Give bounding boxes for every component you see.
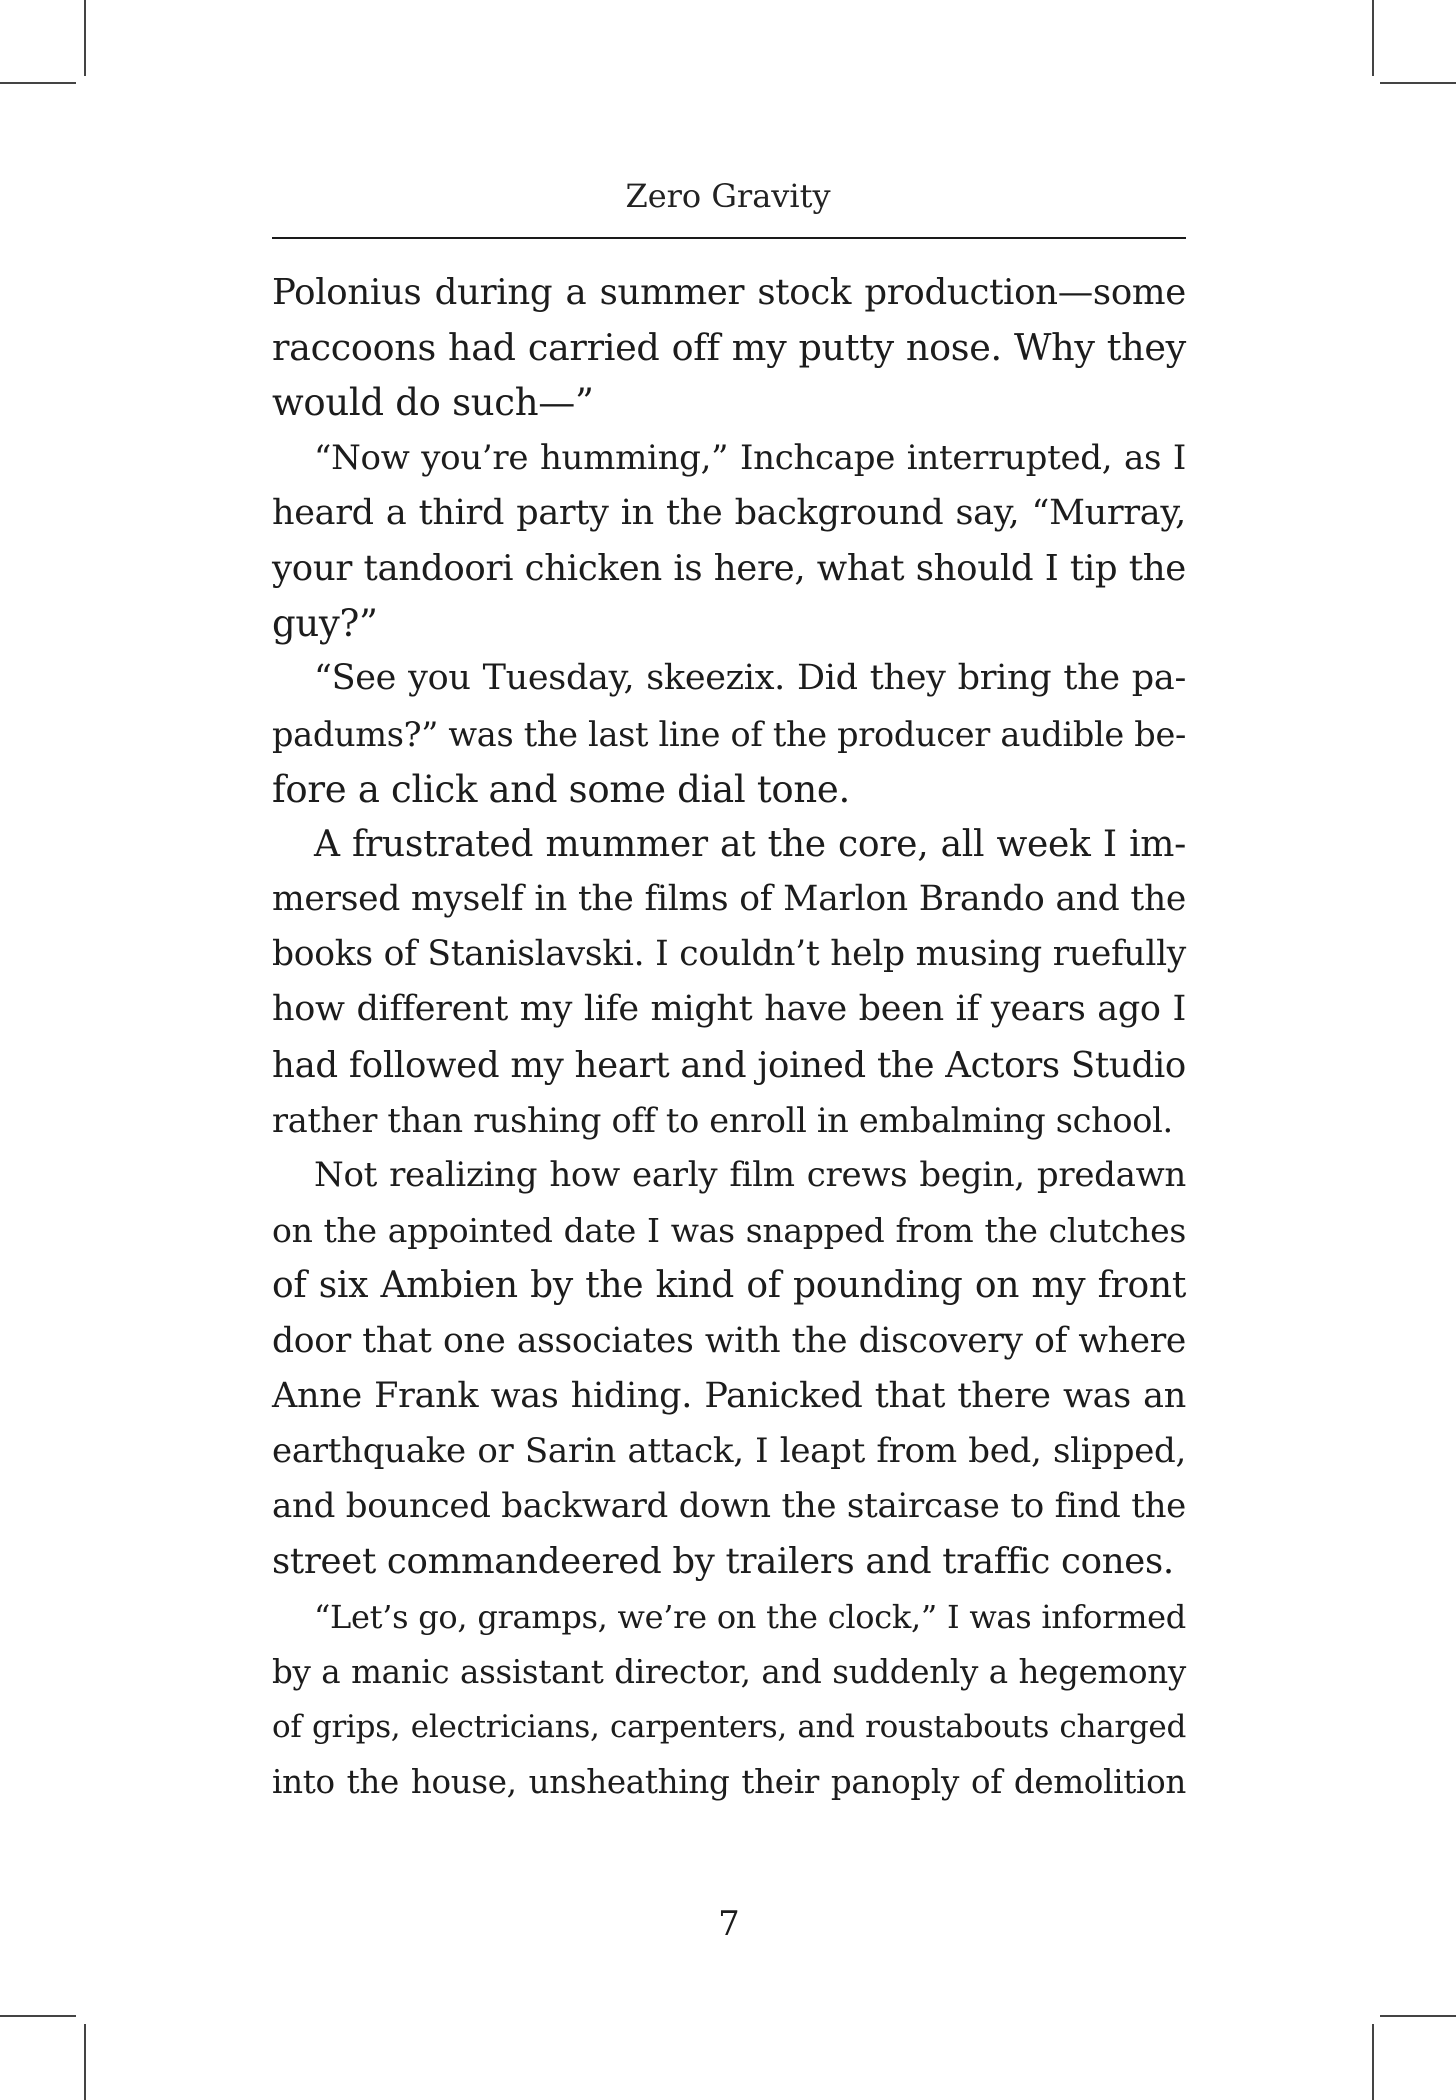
paragraph (272, 1590, 1186, 1811)
text-line: would do such—” (272, 381, 594, 425)
running-head: Zero Gravity (625, 177, 831, 215)
header-rule (272, 237, 1186, 239)
crop-mark-bottom-left-vertical (84, 2024, 86, 2100)
text-line: had followed my heart and joined the Actors Studio (272, 1044, 1186, 1086)
text-line: heard a third party in the background say, “Murray, (272, 492, 1186, 533)
body-text (272, 265, 1186, 1810)
text-line: door that one associates with the discovery of where (272, 1320, 1186, 1361)
crop-mark-top-left-horizontal (0, 82, 76, 84)
text-line: Not realizing how early film crews begin, predawn (314, 1155, 1186, 1195)
paragraph (272, 651, 1186, 817)
text-line: into the house, unsheathing their panoply of demolition (272, 1763, 1186, 1802)
text-line: rather than rushing off to enroll in embalming school. (272, 1100, 1173, 1140)
text-line: “See you Tuesday, skeezix. Did they bring the pa- (314, 658, 1186, 699)
text-line: and bounced backward down the staircase to find the (272, 1486, 1186, 1527)
text-line: how different my life might have been if years ago I (272, 989, 1186, 1030)
text-line: A frustrated mummer at the core, all week I im- (314, 823, 1186, 865)
text-line: raccoons had carried off my putty nose. Why they (272, 326, 1186, 370)
text-line: Anne Frank was hiding. Panicked that there was an (272, 1375, 1186, 1416)
paragraph (272, 431, 1186, 652)
text-line: of grips, electricians, carpenters, and roustabouts charged (272, 1708, 1186, 1745)
text-line: books of Stanislavski. I couldn’t help musing ruefully (272, 934, 1186, 975)
text-line: “Now you’re humming,” Inchcape interrupted, as I (314, 437, 1186, 478)
crop-mark-top-right-vertical (1372, 0, 1374, 76)
text-line: “Let’s go, gramps, we’re on the clock,” I was informed (314, 1597, 1186, 1636)
text-line: on the appointed date I was snapped from the clutches (272, 1211, 1186, 1251)
text-line: guy?” (272, 602, 378, 646)
text-line: earthquake or Sarin attack, I leapt from bed, slipped, (272, 1430, 1186, 1471)
crop-mark-top-right-horizontal (1380, 82, 1456, 84)
crop-mark-bottom-left-horizontal (0, 2015, 76, 2017)
paragraph (272, 1148, 1186, 1590)
crop-mark-bottom-right-horizontal (1380, 2015, 1456, 2017)
text-line: your tandoori chicken is here, what should I tip the (272, 547, 1186, 589)
text-line: padums?” was the last line of the producer audible be- (272, 714, 1186, 754)
text-line: fore a click and some dial tone. (272, 767, 850, 811)
crop-mark-bottom-right-vertical (1372, 2024, 1374, 2100)
page-number: 7 (718, 1904, 740, 1944)
crop-mark-top-left-vertical (84, 0, 86, 76)
text-line: by a manic assistant director, and suddenly a hegemony (272, 1652, 1186, 1691)
text-line: street commandeered by trailers and traffic cones. (272, 1541, 1174, 1583)
text-line: Polonius during a summer stock production—some (272, 272, 1186, 313)
paragraph (272, 265, 1186, 431)
text-line: mersed myself in the films of Marlon Brando and the (272, 879, 1186, 920)
paragraph (272, 817, 1186, 1148)
text-line: of six Ambien by the kind of pounding on my front (272, 1265, 1186, 1307)
